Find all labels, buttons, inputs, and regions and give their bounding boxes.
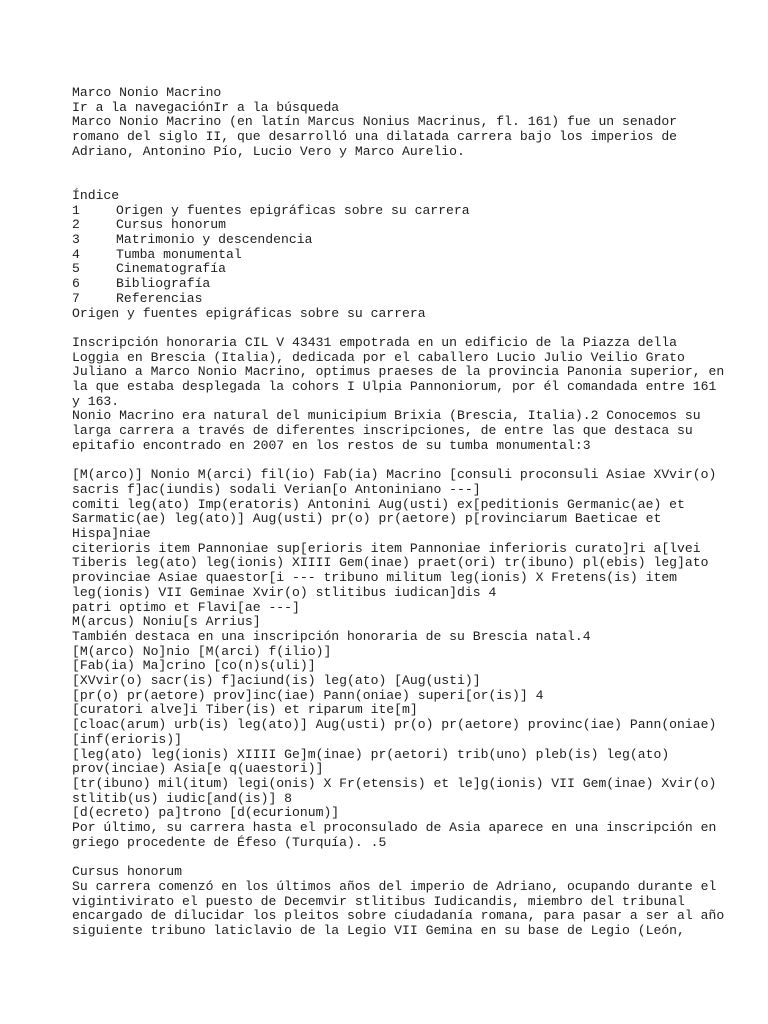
toc-item[interactable]: [72, 218, 712, 233]
text-line: Por último, su carrera hasta el proconsulado de Asia aparece en una inscripción en: [72, 820, 717, 836]
inscription-line: [inf(erioris)]: [72, 731, 183, 747]
paragraph: [72, 820, 717, 850]
inscription-line: [M(arco) No]nio [M(arci) f(ilio)]: [72, 643, 332, 659]
inscription-line: [Fab(ia) Ma]crino [co(n)s(uli)]: [72, 658, 316, 674]
text-line: vigintivirato el puesto de Decemvir stlitibus Iudicandis, miembro del tribunal: [72, 893, 685, 909]
section-heading-cursus: Cursus honorum: [72, 864, 183, 880]
page-title: Marco Nonio Macrino: [72, 85, 222, 100]
toc-item-number: 1: [72, 202, 80, 218]
inscription-line: patri optimo et Flavi[ae ---]: [72, 599, 300, 615]
text-line: larga carrera a través de diferentes inscripciones, de entre las que destaca su: [72, 423, 693, 439]
toc-item-label[interactable]: Bibliografía: [116, 276, 211, 292]
inscription-line: [M(arco)] Nonio M(arci) fil(io) Fab(ia) Macrino [consuli proconsuli Asiae XVvir(o): [72, 467, 717, 483]
paragraph: [72, 878, 725, 939]
inscription-line: stlitib(us) iudic[and(is)] 8: [72, 790, 293, 806]
text-line: romano del siglo II, que desarrolló una dilatada carrera bajo los imperios de: [72, 129, 678, 145]
inscription-line: [pr(o) pr(aetore) prov]inc(iae) Pann(oniae) superi[or(is)] 4: [72, 687, 544, 703]
toc-item-label[interactable]: Tumba monumental: [116, 246, 242, 262]
inscription-line: prov(inciae) Asia[e q(uaestori)]: [72, 761, 324, 777]
text-line: y 163.: [72, 393, 120, 409]
table-of-contents: [72, 189, 712, 307]
toc-item-number: 5: [72, 261, 80, 277]
toc-item-label[interactable]: Referencias: [116, 290, 203, 306]
toc-item-number: 7: [72, 290, 80, 306]
inscription-line: provinciae Asiae quaestor[i --- tribuno militum leg(ionis) X Fretens(is) item: [72, 570, 678, 586]
text-line: Marco Nonio Macrino (en latín Marcus Nonius Macrinus, fl. 161) fue un senador: [72, 114, 678, 130]
nav-links[interactable]: Ir a la navegaciónIr a la búsqueda: [72, 99, 340, 115]
inscription-line: [d(ecreto) pa]trono [d(ecurionum)]: [72, 805, 340, 821]
toc-item[interactable]: [72, 204, 712, 219]
text-line: Inscripción honoraria CIL V 43431 empotrada en un edificio de la Piazza della: [72, 334, 678, 350]
toc-item-number: 6: [72, 276, 80, 292]
intro-paragraph: [72, 115, 712, 159]
paragraph: [72, 334, 725, 410]
text-line: Su carrera comenzó en los últimos años del imperio de Adriano, ocupando durante el: [72, 878, 717, 894]
toc-item[interactable]: [72, 292, 712, 307]
toc-item-number: 3: [72, 232, 80, 247]
text-line: Juliano a Marco Nonio Macrino, optimus praeses de la provincia Panonia superior, en: [72, 364, 725, 380]
text-line: Adriano, Antonino Pío, Lucio Vero y Marco Aurelio.: [72, 143, 465, 159]
toc-item-label[interactable]: Matrimonio y descendencia: [116, 232, 313, 247]
inscription-line: [leg(ato) leg(ionis) XIIII Ge]m(inae) pr(aetori) trib(uno) pleb(is) leg(ato): [72, 746, 670, 762]
inscription-line: leg(ionis) VII Geminae Xvir(o) stlitibus iudican]dis 4: [72, 584, 497, 600]
inscription-line: [XVvir(o) sacr(is) f]aciund(is) leg(ato) [Aug(usti)]: [72, 673, 481, 689]
inscription-honoraria: [72, 643, 717, 821]
document-body: [72, 85, 725, 939]
section-heading-origen: Origen y fuentes epigráficas sobre su carrera: [72, 305, 426, 321]
inscription-line: sacris f]ac(iundis) sodali Verian[o Antoniniano ---]: [72, 481, 481, 497]
text-line: la que estaba desplegada la cohors I Ulpia Pannoniorum, por él comandada entre 161: [72, 379, 717, 395]
toc-item[interactable]: [72, 277, 712, 292]
text-line: encargado de dilucidar los pleitos sobre ciudadanía romana, para pasar a ser al año: [72, 908, 725, 924]
text-line: epitafio encontrado en 2007 en los restos de su tumba monumental:3: [72, 437, 591, 453]
text-line: Nonio Macrino era natural del municipium Brixia (Brescia, Italia).2 Conocemos su: [72, 408, 701, 424]
inscription-line: [cloac(arum) urb(is) leg(ato)] Aug(usti) pr(o) pr(aetore) provinc(iae) Pann(oniae): [72, 717, 717, 733]
inscription-line: Sarmatic(ae) leg(ato)] Aug(usti) pr(o) pr(aetore) p[rovinciarum Baeticae et: [72, 511, 662, 527]
toc-item-label[interactable]: Origen y fuentes epigráficas sobre su carrera: [116, 202, 470, 218]
inscription-line: comiti leg(ato) Imp(eratoris) Antonini Aug(usti) ex[peditionis Germanic(ae) et: [72, 496, 685, 512]
toc-item-label[interactable]: Cinematografía: [116, 261, 227, 277]
inscription-line: [curatori alve]i Tiber(is) et riparum ite[m]: [72, 702, 418, 718]
toc-item-label[interactable]: Cursus honorum: [116, 217, 227, 233]
text-line: También destaca en una inscripción honoraria de su Brescia natal.4: [72, 628, 591, 644]
toc-item[interactable]: [72, 233, 712, 248]
inscription-line: Tiberis leg(ato) leg(ionis) XIIII Gem(inae) praet(ori) tr(ibuno) pl(ebis) leg]ato: [72, 555, 709, 571]
text-line: griego procedente de Éfeso (Turquía). .5: [72, 834, 387, 850]
inscription-line: Hispa]niae: [72, 526, 151, 542]
toc-heading: Índice: [72, 187, 120, 203]
toc-item-number: 2: [72, 217, 80, 233]
inscription-epitaph: [72, 467, 717, 630]
toc-item[interactable]: [72, 262, 712, 277]
text-line: Loggia en Brescia (Italia), dedicada por el caballero Lucio Julio Veilio Grato: [72, 349, 685, 365]
inscription-line: [tr(ibuno) mil(itum) legi(onis) X Fr(etensis) et le]g(ionis) VII Gem(inae) Xvir(o): [72, 775, 717, 791]
text-line: siguiente tribuno laticlavio de la Legio VII Gemina en su base de Legio (León,: [72, 923, 685, 938]
inscription-line: citerioris item Pannoniae sup[erioris item Pannoniae inferioris curato]ri a[lvei: [72, 540, 701, 556]
toc-item-number: 4: [72, 246, 80, 262]
inscription-line: M(arcus) Noniu[s Arrius]: [72, 614, 261, 630]
paragraph: [72, 409, 712, 453]
toc-item[interactable]: [72, 248, 712, 263]
